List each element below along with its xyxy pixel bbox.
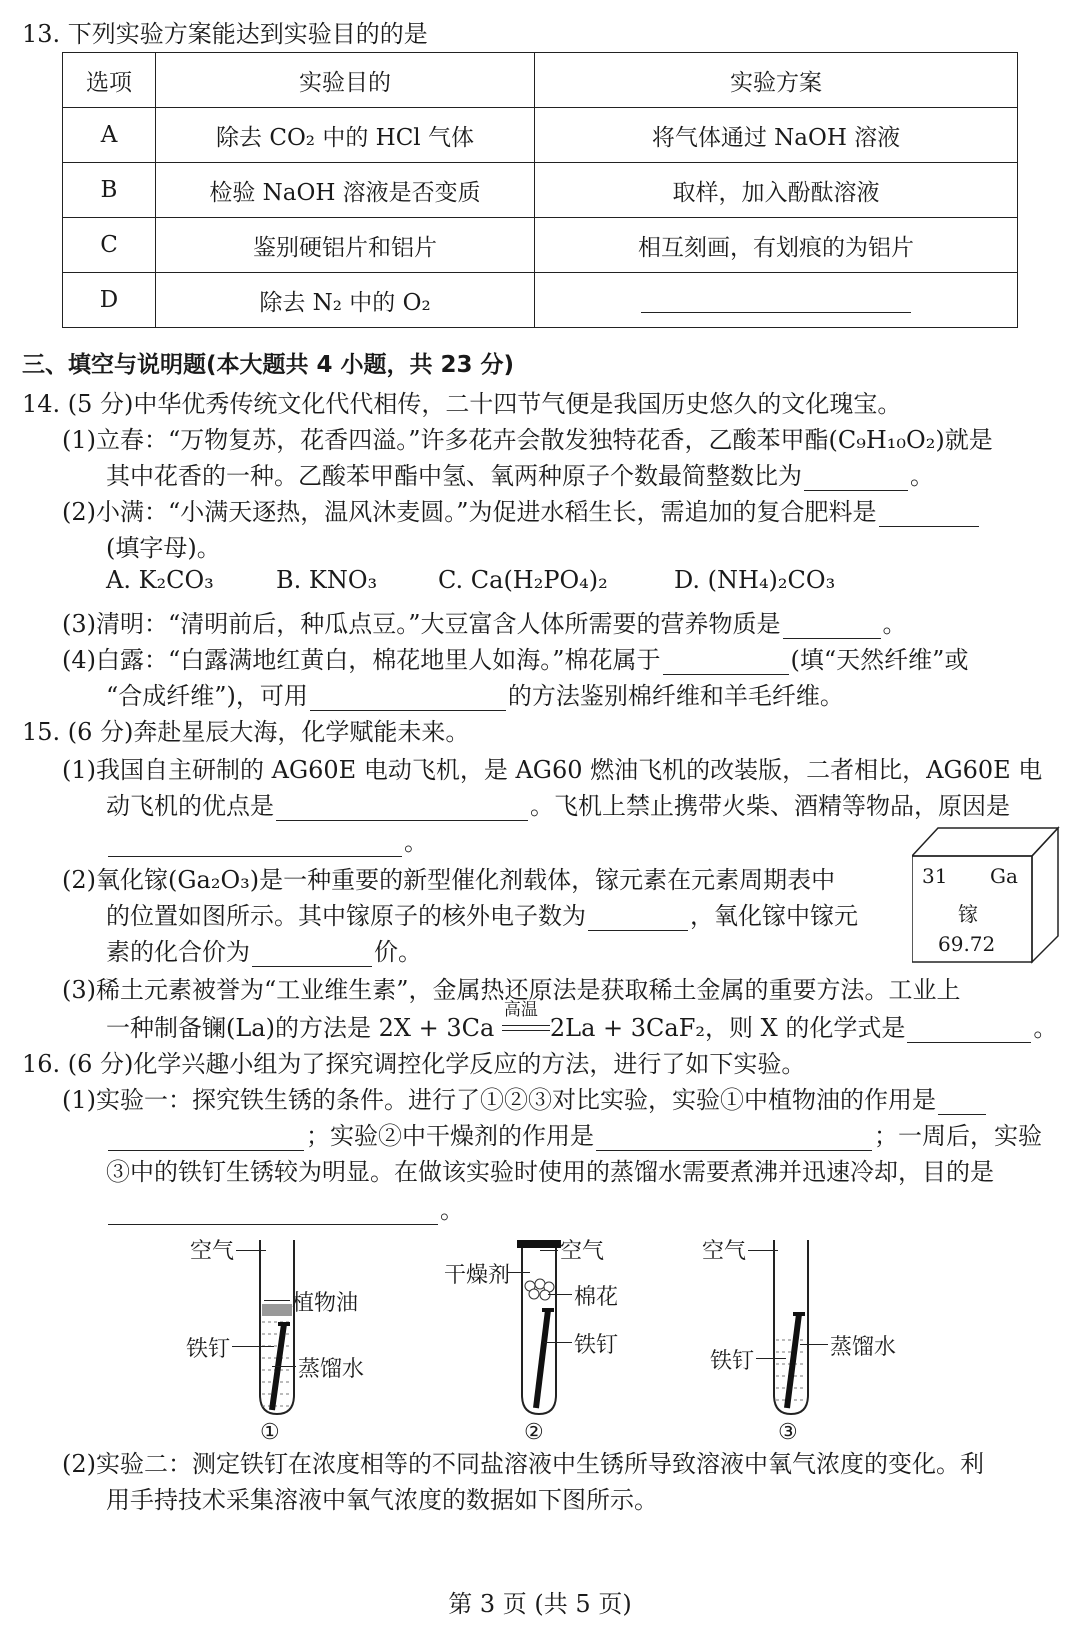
q16-p2-line2: 用手持技术采集溶液中氧气浓度的数据如下图所示。 [106, 1486, 658, 1514]
q14-p4-text: (4)白露：“白露满地红黄白，棉花地里人如海。”棉花属于 [62, 646, 661, 674]
row-option: C [63, 218, 156, 273]
answer-blank[interactable] [938, 1090, 986, 1115]
element-name: 镓 [958, 902, 978, 926]
tube1-number: ① [260, 1420, 280, 1445]
reaction-condition [502, 1000, 550, 1043]
tube2-number: ② [524, 1420, 544, 1445]
q15-p1-line2 [106, 786, 1010, 821]
answer-blank[interactable] [252, 942, 372, 967]
answer-blank[interactable] [310, 686, 506, 711]
tube1-nail-label: 铁钉 [186, 1337, 231, 1362]
q16-p1-line1 [62, 1080, 988, 1115]
answer-blank[interactable] [276, 796, 528, 821]
q15-p2-text3: 素的化合价为 [106, 938, 250, 966]
q16-p1-text3: ；一周后，实验 [874, 1122, 1042, 1150]
q15-p2-text2: ，氧化镓中镓元 [690, 902, 858, 930]
q14-p4-line1 [62, 640, 968, 675]
q16-p1-text2: ；实验②中干燥剂的作用是 [306, 1122, 594, 1150]
answer-blank[interactable] [108, 1126, 304, 1151]
q15-p1-end: 。 [404, 828, 428, 856]
row-option: B [63, 163, 156, 218]
test-tube-3 [766, 1240, 816, 1420]
tube3-number: ③ [778, 1420, 798, 1445]
table-row [63, 108, 1018, 163]
header-goal: 实验目的 [156, 53, 535, 108]
element-number: 31 [922, 864, 948, 888]
q15-p3-text: 一种制备镧(La)的方法是 2X + 3Ca [106, 1014, 495, 1042]
q14-p2-text: (2)小满：“小满天逐热，温风沐麦圆。”为促进水稻生长，需追加的复合肥料是 [62, 498, 877, 526]
row-option: A [63, 108, 156, 163]
answer-blank[interactable] [879, 502, 979, 527]
q15-p3-end: 。 [1033, 1014, 1058, 1042]
q14-p4-line2 [106, 676, 844, 711]
q14-option-a: A. K₂CO₃ [106, 566, 214, 594]
q14-p2-line1 [62, 492, 981, 527]
element-symbol: Ga [990, 864, 1018, 888]
header-option: 选项 [63, 53, 156, 108]
answer-blank[interactable] [804, 466, 908, 491]
q14-option-c: C. Ca(H₂PO₄)₂ [438, 566, 608, 594]
tube2-nail-label: 铁钉 [574, 1333, 619, 1358]
row-plan: 将气体通过 NaOH 溶液 [535, 108, 1018, 163]
answer-blank[interactable] [783, 614, 881, 639]
q14-p3-text: (3)清明：“清明前后，种瓜点豆。”大豆富含人体所需要的营养物质是 [62, 610, 781, 638]
row-option: D [63, 273, 156, 328]
row-goal: 鉴别硬铝片和铝片 [156, 218, 535, 273]
reaction-condition-label: 高温 [503, 1000, 538, 1020]
q16-p1-text: (1)实验一：探究铁生锈的条件。进行了①②③对比实验，实验①中植物油的作用是 [62, 1086, 936, 1114]
q15-p2-text: 的位置如图所示。其中镓原子的核外电子数为 [106, 902, 586, 930]
test-tube-1 [252, 1240, 302, 1420]
tube1-water-label: 蒸馏水 [298, 1357, 365, 1382]
q14-p1-text: 其中花香的一种。乙酸苯甲酯中氢、氧两种原子个数最简整数比为 [106, 462, 802, 490]
table-row [63, 218, 1018, 273]
q16-stem: 16. (6 分)化学兴趣小组为了探究调控化学反应的方法，进行了如下实验。 [22, 1050, 806, 1078]
q14-p4-text2: (填“天然纤维”或 [790, 646, 969, 674]
q16-p1-line4 [106, 1190, 464, 1225]
answer-blank[interactable] [596, 1126, 872, 1151]
answer-blank-d[interactable] [535, 273, 1018, 328]
q14-p1-line1: (1)立春：“万物复苏，花香四溢。”许多花卉会散发独特花香，乙酸苯甲酯(C₉H₁₀O₂)就是 [62, 426, 993, 454]
q14-option-d: D. (NH₄)₂CO₃ [674, 566, 836, 594]
tube1-oil-label: 植物油 [292, 1291, 359, 1316]
q15-p2-line2 [106, 896, 858, 931]
tube3-water-label: 蒸馏水 [830, 1335, 897, 1360]
periodic-element-cell [912, 826, 1060, 964]
q14-p3 [62, 604, 907, 639]
row-plan: 取样，加入酚酞溶液 [535, 163, 1018, 218]
q15-p2-line1: (2)氧化镓(Ga₂O₃)是一种重要的新型催化剂载体，镓元素在元素周期表中 [62, 866, 836, 894]
q15-p3-text2: 2La + 3CaF₂，则 X 的化学式是 [549, 1014, 906, 1042]
q16-p2-line1: (2)实验二：测定铁钉在浓度相等的不同盐溶液中生锈所导致溶液中氧气浓度的变化。利 [62, 1450, 984, 1478]
tube2-cotton-label: 棉花 [574, 1285, 619, 1310]
test-tube-figure [0, 1239, 1080, 1445]
answer-blank[interactable] [108, 832, 402, 857]
header-plan: 实验方案 [535, 53, 1018, 108]
test-tube-2 [514, 1240, 564, 1420]
q16-p1-line3: ③中的铁钉生锈较为明显。在做该实验时使用的蒸馏水需要煮沸并迅速冷却，目的是 [106, 1158, 994, 1186]
q14-p1-end: 。 [910, 462, 934, 490]
table-row [63, 163, 1018, 218]
q16-p1-end: 。 [440, 1196, 464, 1224]
q15-p1-text2: 。飞机上禁止携带火柴、酒精等物品，原因是 [530, 792, 1010, 820]
q15-p3-line2 [106, 1000, 1058, 1043]
q14-option-b: B. KNO₃ [276, 566, 378, 594]
q14-p1-line2 [106, 456, 934, 491]
q15-p1-line1: (1)我国自主研制的 AG60E 电动飞机，是 AG60 燃油飞机的改装版，二者相比，AG60E 电 [62, 756, 1043, 784]
q15-p2-end: 价。 [374, 938, 422, 966]
q13-stem: 13. 下列实验方案能达到实验目的的是 [22, 20, 428, 48]
q15-p1-text: 动飞机的优点是 [106, 792, 274, 820]
q15-p1-line3 [106, 822, 428, 857]
q14-p2-line2: (填字母)。 [106, 534, 221, 562]
q15-stem: 15. (6 分)奔赴星辰大海，化学赋能未来。 [22, 718, 470, 746]
answer-blank[interactable] [588, 906, 688, 931]
q14-p4-text3: “合成纤维”)，可用 [106, 682, 308, 710]
tube1-air-label: 空气 [190, 1239, 235, 1264]
section-heading: 三、填空与说明题(本大题共 4 小题，共 23 分) [22, 352, 515, 378]
q14-p4-text4: 的方法鉴别棉纤维和羊毛纤维。 [507, 682, 844, 710]
row-goal: 除去 N₂ 中的 O₂ [156, 273, 535, 328]
q15-p3-line1: (3)稀土元素被誉为“工业维生素”，金属热还原法是获取稀土金属的重要方法。工业上 [62, 976, 961, 1004]
tube3-air-label: 空气 [702, 1239, 747, 1264]
table-header-row [63, 53, 1018, 108]
q14-stem: 14. (5 分)中华优秀传统文化代代相传，二十四节气便是我国历史悠久的文化瑰宝。 [22, 390, 902, 418]
table-row [63, 273, 1018, 328]
answer-blank[interactable] [663, 650, 789, 675]
tube2-air-label: 空气 [560, 1239, 605, 1264]
q16-p1-line2 [106, 1116, 1042, 1151]
tube3-nail-label: 铁钉 [710, 1349, 755, 1374]
element-mass: 69.72 [938, 932, 996, 956]
options-table [62, 52, 1018, 328]
tube2-desiccant-label: 干燥剂 [444, 1263, 511, 1288]
answer-blank[interactable] [108, 1200, 438, 1225]
q15-p2-line3 [106, 932, 422, 967]
page-footer: 第 3 页 (共 5 页) [448, 1590, 632, 1618]
row-goal: 检验 NaOH 溶液是否变质 [156, 163, 535, 218]
q14-p3-end: 。 [882, 610, 907, 638]
answer-blank[interactable] [907, 1018, 1031, 1043]
row-plan: 相互刻画，有划痕的为铝片 [535, 218, 1018, 273]
row-goal: 除去 CO₂ 中的 HCl 气体 [156, 108, 535, 163]
